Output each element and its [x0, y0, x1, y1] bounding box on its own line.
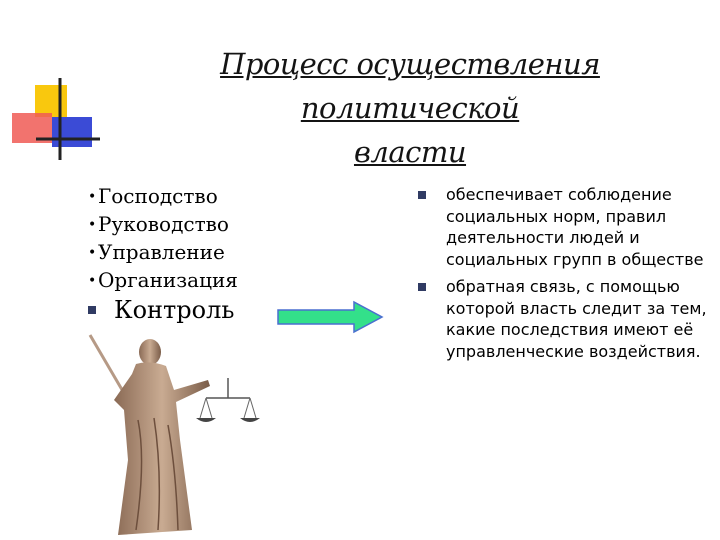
- list-item-label: Организация: [98, 268, 238, 292]
- square-bullet-icon: [418, 191, 426, 199]
- list-item: [88, 183, 238, 211]
- control-item: [88, 296, 234, 324]
- list-item: [418, 184, 708, 270]
- list-item: [88, 239, 238, 267]
- list-item-label: Руководство: [98, 212, 229, 236]
- list-item-label: Управление: [98, 240, 225, 264]
- bullet-dot: •: [88, 245, 97, 261]
- deco-blue-square: [52, 117, 92, 147]
- control-description-list: [418, 184, 708, 368]
- power-forms-list: [88, 183, 238, 295]
- decorative-corner-squares: [0, 0, 110, 170]
- list-item-label: Господство: [98, 184, 218, 208]
- title-line-2: власти: [353, 135, 467, 169]
- square-bullet-icon: [88, 306, 96, 314]
- right-arrow-icon: [276, 300, 386, 334]
- square-bullet-icon: [418, 283, 426, 291]
- bullet-dot: •: [88, 217, 97, 233]
- list-item: [418, 276, 708, 362]
- control-label: Контроль: [114, 296, 235, 324]
- themis-statue-image: [88, 330, 263, 540]
- bullet-dot: •: [88, 273, 97, 289]
- list-item: [88, 211, 238, 239]
- page-title: [120, 42, 700, 174]
- list-item-text: обеспечивает соблюдение социальных норм, правил деятельности людей и социальных групп в обществе: [446, 185, 704, 269]
- deco-yellow-square: [35, 85, 67, 117]
- title-line-1: Процесс осуществления политической: [220, 47, 600, 125]
- list-item: [88, 267, 238, 295]
- list-item-text: обратная связь, с помощью которой власть следит за тем, какие последствия имеют её управленческие воздействия.: [446, 277, 707, 361]
- bullet-dot: •: [88, 189, 97, 205]
